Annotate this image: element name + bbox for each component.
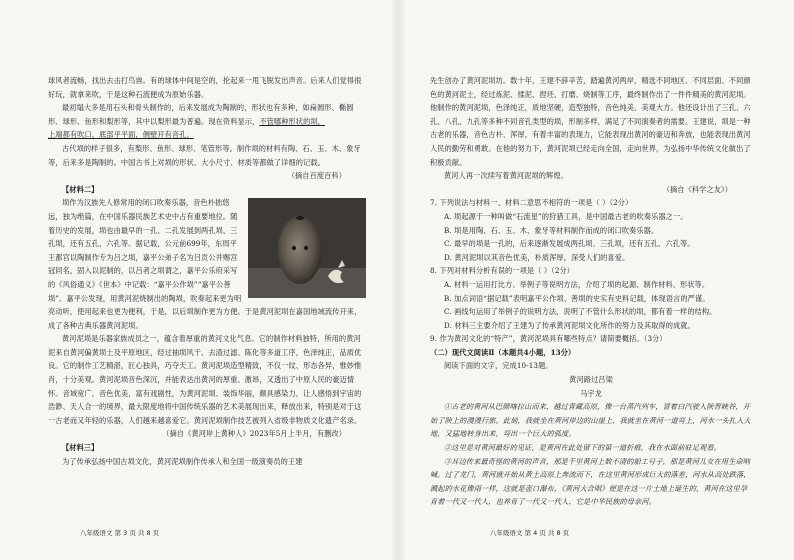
- paragraph: 为了传承弘扬中国古埙文化，黄河泥埙制作传承人和全国一级演奏员的王建: [62, 456, 303, 466]
- essay-author: 马宇龙: [580, 388, 602, 398]
- reading-instruction: 阅读下面的文字，完成10-13题。: [444, 361, 553, 371]
- paragraph: 黄河人再一次续写着黄河泥埙的辉煌。: [444, 171, 568, 181]
- page-footer: 八年级语文 第 4 页 共 8 页: [490, 529, 570, 537]
- source-citation: （摘自《科学之友》）: [662, 184, 732, 194]
- paragraph-text: 最初塌大多是用石头和骨头制作的，后来发展成为陶制的，形状也有多种，如扁圆形、椭圆形、球形、鱼形和梨形等，其中以梨形最为普遍。现在资料显示，: [48, 103, 354, 126]
- question-8-option-d: D. 材料三主要介绍了王建为了传承黄河泥埙文化所作的努力及其取得的成就。: [444, 320, 695, 330]
- essay-paragraph: ②这里是对黄河最好的见证，是黄河在此处留下的第一道折痕，我在水面前驻足观看。: [444, 443, 721, 453]
- paragraph: 先生创办了黄河泥埙坊。数十年，王建不辞辛苦，踏遍黄河两岸，精选不同地区、不同层面、不同颜色的黄河泥土，经过炼泥、揉泥、捏坯、打磨、烧制等工序，最终制作出了一件件精美的黄河泥埙。他制作的黄河泥埙，色泽纯正，质地坚硬，造型独特，音色纯美、美观大方。他还设计出了三孔、六孔、八孔、九孔等多种不同音孔类型的埙，形制多样，满足了不同演奏者的需要。王建说，埙是一种古老的乐器，音色古朴、浑厚，有着丰富的表现力，它能表现出黄河的豪迈和奔放，也能表现出黄河人民的勤劳和勇敢。在他的努力下，黄河泥埙已经走向全国，走向世界，为弘扬中华传统文化做出了积极贡献。: [430, 76, 751, 167]
- question-8-option-a: A. 材料一运用打比方、举例子等说明方法，介绍了埙的起源、制作材料、形状等。: [444, 279, 710, 289]
- underlined-sentence: 不管哪种形状的埙，: [259, 116, 325, 126]
- page-3-text: [48, 74, 366, 468]
- question-7-option-c: C. 最早的埙是一孔的，后来逐渐发展成两孔埙、三孔埙，还有五孔、六孔等。: [444, 239, 695, 249]
- question-8-option-c: C. 画线句运用了举例子的说明方法，说明了不管什么形状的埙，都有着一样的结构。: [444, 307, 717, 317]
- paragraph: [48, 101, 366, 128]
- paragraph: 黄河泥埙是乐器家族成员之一，蕴含着厚重的黄河文化气息。它的制作材料独特，所用的黄河泥来自黄河偏黄埙土及平原地区，经过抽埙风干、去渣过滤、陈化等多道工序，色泽纯正，品质优良。它的制作工艺精湛，匠心独具，巧夺天工。黄河泥埙造型精致，不仅一纹、形态各异，惟妙惟肖，十分美观。黄河泥埙音色深沉，并能表达出黄河的厚重、激昂，又透出了中原人民的豪迈情怀。音域宽广，音色优美，富有戏剧性，为黄河泥埙、装饰华丽，颇具感染力，让人感悟到宇宙的浩渺、天人合一的境界，最大限度地将中国传统乐器的艺术美展现出来，释放出来，特别是对于这一古老而又年轻的乐器，人们越来越喜爱它。黄河泥埙制作技艺被列入省级非物质文化遗产名录。: [48, 334, 362, 425]
- material-label: 【材料二】: [62, 184, 99, 194]
- xun-body: [278, 216, 322, 284]
- section-heading: （二）现代文阅读Ⅱ（本题共4小题，13分）: [430, 347, 576, 357]
- paragraph: 埙作为汉族先人修常用的闭口吹奏乐器，音色朴拙悠远，独为绝篇，在中国乐器民族艺术史中占有重要地位。随着历史的发展，埙也由最早的一孔、二孔发展到两孔埙、三孔埙，还有五孔、六孔等。据记载，公元前699年，东周平王都宫以陶制作专为吕之埙，嘉平公弟子名为吕贡公并赐宫冠同名，固入以泥制的，以吕者之埙谓之，嘉平公乐府采写的《风俗通义》《世本》中记载：“嘉平公作埙”“嘉平公善埙”。嘉平公发现，用黄河泥烧制出的陶埙，吹奏起来更为明亮动听，使用起来也更为便利，于是，以后埙制作更为方便。于是黄河泥埙在嘉国地域流传开来，成了各种古典乐器黄河泥埙。: [48, 198, 362, 330]
- underlined-sentence: 上端都有吹口，底部平平面，侧壁开有音孔。: [48, 130, 194, 140]
- question-7-option-b: B. 埙是用陶、石、玉、木、象牙等材料制作而成的闭口吹奏乐器。: [444, 225, 659, 235]
- question-7-option-a: A. 埙起源于一种叫做“石流星”的狩猎工具，是中国最古老的吹奏乐器之一。: [444, 211, 688, 221]
- essay-title: 黄河路过吕梁: [569, 375, 613, 385]
- question-7-option-d: D. 黄河泥埙以其音色优美，朴质浑厚，深受人们的喜爱。: [444, 252, 630, 262]
- xun-illustration: [248, 198, 366, 298]
- paragraph: 球风者流畅，找出去击打鸟兽。有的球体中间是空的，抡起来一甩飞脱发出声音。后来人们觉得很好玩，就拿来吹，于是这种石流便成为原始乐器。: [48, 76, 362, 99]
- question-9: 9. 作为黄河文化的“特产”，黄河泥埙具有哪些特点？请简要概括。（3分）: [430, 334, 667, 344]
- source-citation: （摘自《黄河岸上黄种人》2023年5月上半月，有删改）: [162, 429, 346, 439]
- material-label: 【材料三】: [62, 443, 99, 453]
- paragraph: 古代埙的样子很多，有梨形、鱼形、球形、笔管形等。制作埙的材料有陶、石、玉、木、象牙等，后来多是陶制的。中国古书上对埙的形状、大小尺寸、材质等都做了详细的记载。: [48, 143, 361, 167]
- material-2-block: [48, 196, 366, 332]
- xun-photo: [248, 198, 366, 298]
- essay-paragraph: ③耳边传来最奇怪的黄河的声音，那是千里黄河上数不清的船工号子，那是黄河儿女在用生命呐喊。过了龙门，黄河就开始从黄土高原上奔流而下，在这里黄河形成巨大的落差，河水从高处跌落，溅起的水花像雨一样，这就是壶口瀑布，《黄河大合唱》便是在这一片土地上诞生的，黄河在这里孕育着一代又一代人，也养育了一代又一代人，它是中华民族的母亲河。: [430, 456, 751, 507]
- page-4-text: [430, 74, 752, 509]
- page-footer: 八年级语文 第 3 页 共 8 页: [80, 529, 160, 537]
- question-8-option-b: B. 加点词语“据记载”表明嘉平公作埙、善埙的史实有史料记载，体现语言的严谨。: [444, 293, 710, 303]
- question-7: 7. 下列说法与材料一、材料二意思不相符的一项是（ ）（2分）: [430, 198, 633, 208]
- question-8: 8. 下列对材料分析有误的一项是（ ）（2分）: [430, 266, 575, 276]
- essay-paragraph: ①古老的黄河从巴颜喀拉山而来，越过青藏高原，像一台蒸汽列车，冒着白汽驶入陕晋峡谷，开始了陕上的漫漫行旅。此刻，我就坐在黄河岸边的山崖上，我就坐在黄河一道弯上，河水一头扎入大地，又猛地转身出来，弯出一个巨大的弧度。: [430, 402, 751, 439]
- source-citation: （摘自百度百科）: [287, 171, 346, 181]
